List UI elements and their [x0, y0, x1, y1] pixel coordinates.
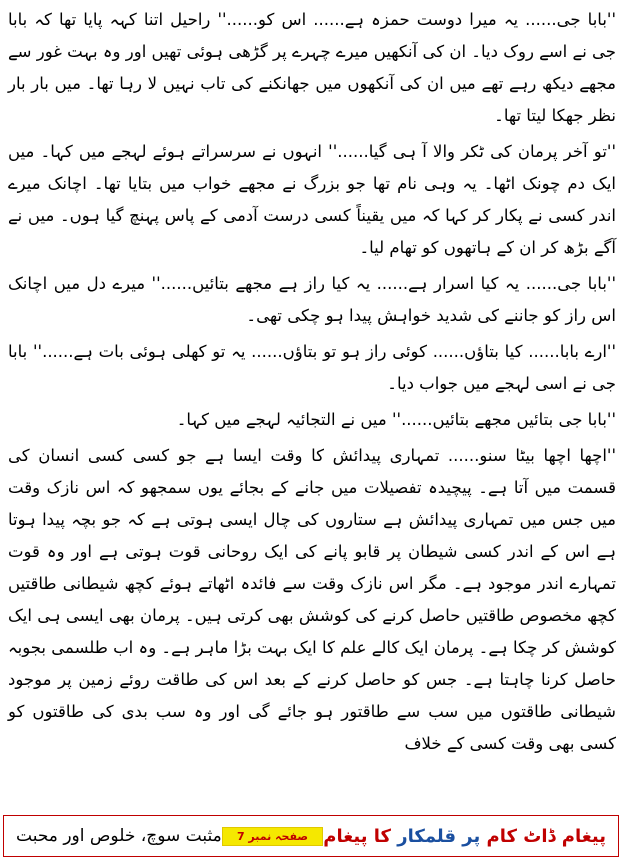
- footer-brand: [323, 826, 606, 847]
- paragraph-5: ''بابا جی بتائیں مجھے بتائیں......'' میں نے التجائیہ لہجے میں کہا۔: [176, 410, 616, 429]
- page-number-badge: صفحہ نمبر 7: [222, 827, 323, 846]
- footer-tagline: مثبت سوچ، خلوص اور محبت: [16, 826, 222, 846]
- brand-message: کا پیغام: [323, 825, 391, 847]
- page-footer: [3, 815, 619, 857]
- paragraph-3: ''بابا جی...... یہ کیا اسرار ہے...... یہ کیا راز ہے مجھے بتائیں......'' میرے دل میں اچانک اس راز کو جاننے کی شدید خواہش پیدا ہو چکی تھی۔: [8, 274, 616, 325]
- brand-name: پیغام ڈاٹ کام: [486, 825, 606, 847]
- brand-writer: پر قلمکار: [397, 825, 481, 847]
- paragraph-4: ''ارے بابا...... کیا بتاؤں...... کوئی راز ہو تو بتاؤں...... یہ تو کھلی ہوئی بات ہے......'' بابا جی نے اسی لہجے میں جواب دیا۔: [8, 342, 616, 393]
- paragraph-1: ''بابا جی...... یہ میرا دوست حمزہ ہے...... اس کو......'' راحیل اتنا کہہ پایا تھا کہ بابا جی نے اسے روک دیا۔ ان کی آنکھیں میرے چہرے پر گڑھی ہوئی تھیں اور وہ بہت غور سے مجھے دیکھ رہے تھے میں ان کی آنکھوں میں جھانکنے کی تاب نہیں لا رہا تھا۔ میں بار بار نظر جھکا لیتا تھا۔: [8, 10, 616, 125]
- article-body: [8, 4, 616, 816]
- paragraph-6: ''اچھا اچھا بیٹا سنو...... تمہاری پیدائش کا وقت ایسا ہے جو کسی کسی انسان کی قسمت میں آتا ہے۔ پیچیدہ تفصیلات میں جانے کے بجائے یوں سمجھو کہ اس نازک وقت میں جس میں تمہاری پیدائش ہے ستاروں کی چال ایسی ہوتی ہے کہ جو بچہ پیدا ہوتا ہے اس کے اندر کسی شیطان پر قابو پانے کی ایک روحانی قوت ہوتی ہے اور وہ قوت تمہارے اندر موجود ہے۔ مگر اس نازک وقت سے فائدہ اٹھاتے ہوئے کچھ شیطانی طاقتیں کچھ مخصوص طاقتیں حاصل کرنے کی کوشش بھی کرتی ہیں۔ پرمان بھی ایسی ہی ایک کوشش کر چکا ہے۔ پرمان ایک کالے علم کا ایک بہت بڑا ماہر ہے۔ وہ اب طلسمی بجوبہ حاصل کرنا چاہتا ہے۔ جس کو حاصل کرنے کے بعد اس کی طاقت روئے زمین پر موجود شیطانی طاقتوں میں سب سے طاقتور ہو جائے گی اور وہ سب بدی کی طاقتوں کو کسی بھی وقت کسی کے خلاف: [8, 446, 616, 753]
- paragraph-2: ''تو آخر پرمان کی ٹکر والا آ ہی گیا......'' انہوں نے سرسراتے ہوئے لہجے میں کہا۔ میں ایک دم چونک اٹھا۔ یہ وہی نام تھا جو بزرگ نے مجھے خواب میں بتایا تھا۔ اچانک میرے اندر کسی نے پکار کر کہا کہ میں یقیناً کسی درست آدمی کے پاس پہنچ گیا ہوں۔ میں نے آگے بڑھ کر ان کے ہاتھوں کو تھام لیا۔: [8, 142, 616, 257]
